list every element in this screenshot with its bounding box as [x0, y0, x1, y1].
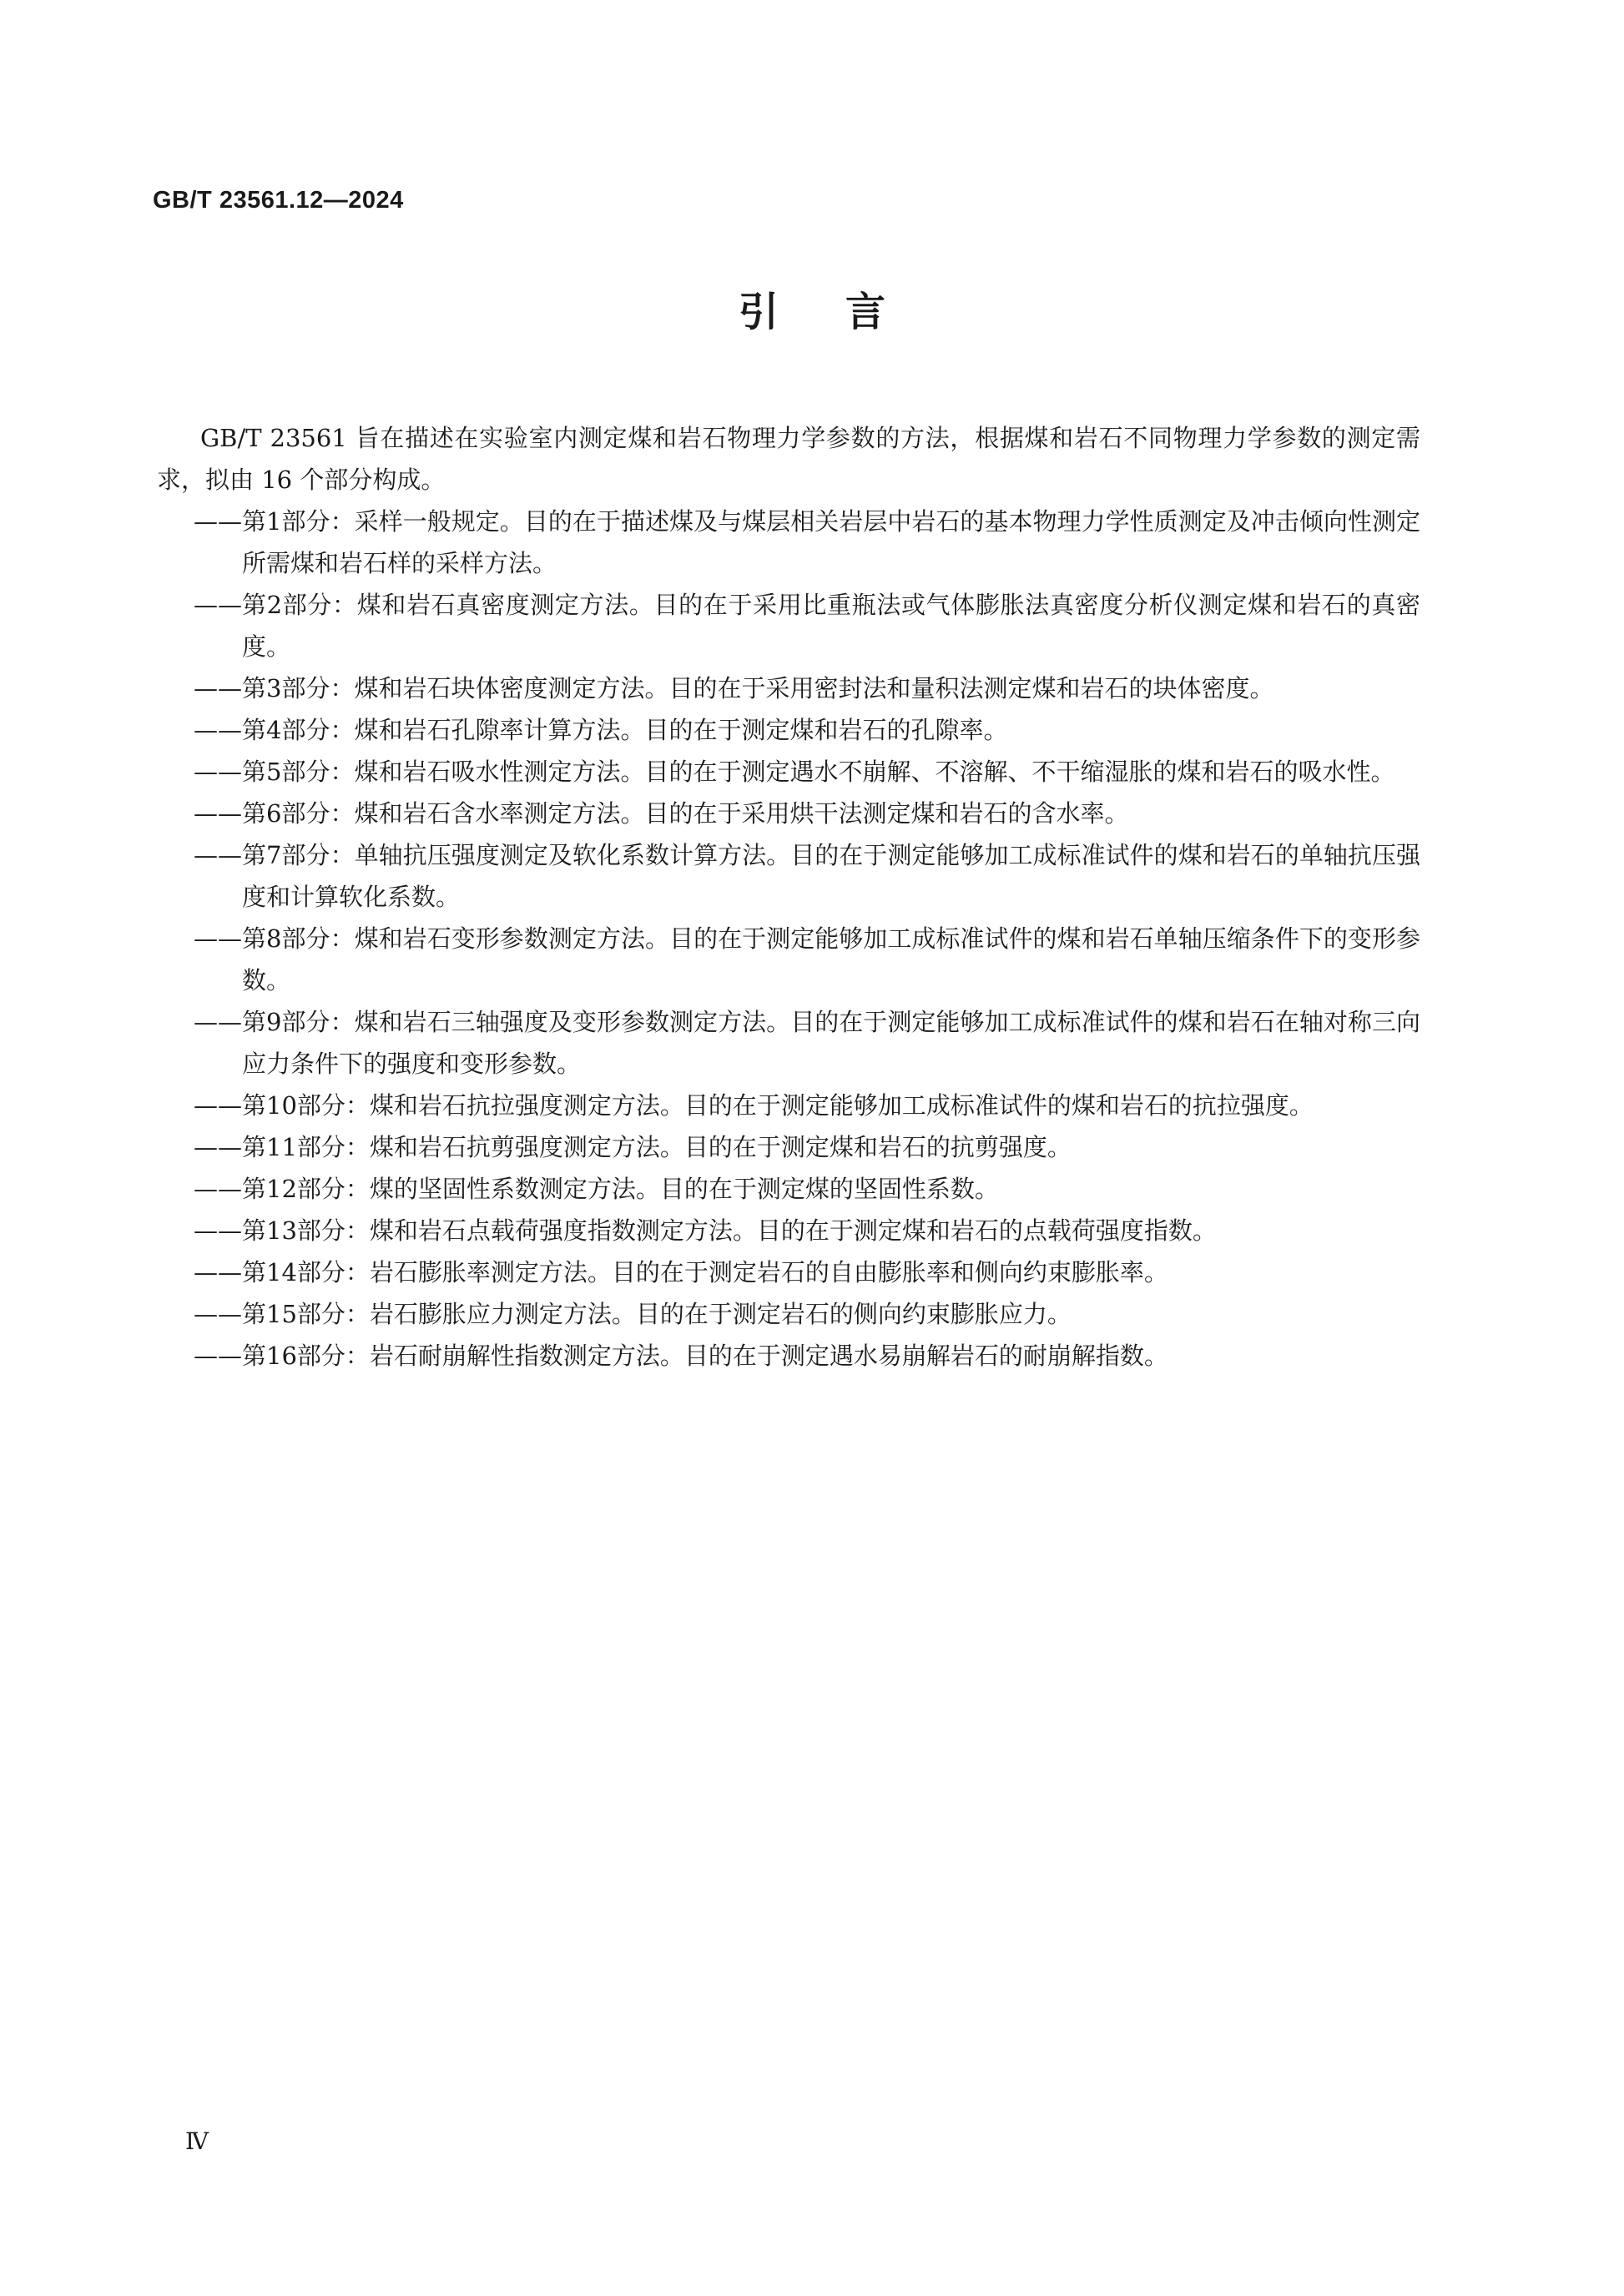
list-item-text: 第15部分：岩石膨胀应力测定方法。目的在于测定岩石的侧向约束膨胀应力。 [242, 1300, 1072, 1328]
document-body [157, 417, 1420, 1377]
list-item-text: 第6部分：煤和岩石含水率测定方法。目的在于采用烘干法测定煤和岩石的含水率。 [242, 799, 1129, 828]
page-number: Ⅳ [185, 2127, 209, 2155]
page-title: 引言 [738, 289, 952, 335]
list-item [194, 918, 1420, 1001]
list-item-text: 第8部分：煤和岩石变形参数测定方法。目的在于测定能够加工成标准试件的煤和岩石单轴压缩条件下的变形参数。 [242, 924, 1420, 994]
list-item-text: 第9部分：煤和岩石三轴强度及变形参数测定方法。目的在于测定能够加工成标准试件的煤和岩石在轴对称三向应力条件下的强度和变形参数。 [242, 1008, 1420, 1078]
list-dash: —— [194, 1008, 242, 1036]
list-item-text: 第16部分：岩石耐崩解性指数测定方法。目的在于测定遇水易崩解岩石的耐崩解指数。 [242, 1342, 1168, 1370]
list-dash: —— [194, 924, 242, 953]
list-item-text: 第5部分：煤和岩石吸水性测定方法。目的在于测定遇水不崩解、不溶解、不干缩湿胀的煤和岩石的吸水性。 [242, 758, 1395, 786]
list-dash: —— [194, 1300, 242, 1328]
list-dash: —— [194, 1258, 242, 1286]
list-dash: —— [194, 1216, 242, 1245]
list-item [194, 793, 1420, 834]
list-item-text: 第12部分：煤的坚固性系数测定方法。目的在于测定煤的坚固性系数。 [242, 1175, 999, 1203]
list-item [194, 1210, 1420, 1251]
list-dash: —— [194, 799, 242, 828]
list-dash: —— [194, 674, 242, 702]
list-item-text: 第11部分：煤和岩石抗剪强度测定方法。目的在于测定煤和岩石的抗剪强度。 [242, 1133, 1072, 1161]
list-item [194, 1001, 1420, 1085]
list-dash: —— [194, 1175, 242, 1203]
list-dash: —— [194, 507, 242, 536]
list-item [194, 709, 1420, 751]
list-item-text: 第14部分：岩石膨胀率测定方法。目的在于测定岩石的自由膨胀率和侧向约束膨胀率。 [242, 1258, 1168, 1286]
list-item [194, 1126, 1420, 1168]
list-dash: —— [194, 716, 242, 744]
list-item [194, 1251, 1420, 1293]
list-item [194, 584, 1420, 667]
list-item [194, 667, 1420, 709]
list-dash: —— [194, 758, 242, 786]
list-item-text: 第1部分：采样一般规定。目的在于描述煤及与煤层相关岩层中岩石的基本物理力学性质测定及冲击倾向性测定所需煤和岩石样的采样方法。 [242, 507, 1420, 577]
list-dash: —— [194, 1133, 242, 1161]
list-item [194, 501, 1420, 584]
list-item-text: 第13部分：煤和岩石点载荷强度指数测定方法。目的在于测定煤和岩石的点载荷强度指数。 [242, 1216, 1217, 1245]
list-dash: —— [194, 841, 242, 869]
list-item-text: 第3部分：煤和岩石块体密度测定方法。目的在于采用密封法和量积法测定煤和岩石的块体密度。 [242, 674, 1274, 702]
list-dash: —— [194, 1342, 242, 1370]
list-dash: —— [194, 1091, 242, 1120]
list-dash: —— [194, 591, 242, 619]
list-item [194, 1335, 1420, 1377]
list-item [194, 1168, 1420, 1210]
intro-paragraph: GB/T 23561 旨在描述在实验室内测定煤和岩石物理力学参数的方法，根据煤和岩石不同物理力学参数的测定需求，拟由 16 个部分构成。 [157, 424, 1420, 494]
list-item-text: 第4部分：煤和岩石孔隙率计算方法。目的在于测定煤和岩石的孔隙率。 [242, 716, 1008, 744]
list-item-text: 第2部分：煤和岩石真密度测定方法。目的在于采用比重瓶法或气体膨胀法真密度分析仪测定煤和岩石的真密度。 [242, 591, 1420, 661]
list-item [194, 1293, 1420, 1335]
list-item-text: 第10部分：煤和岩石抗拉强度测定方法。目的在于测定能够加工成标准试件的煤和岩石的抗拉强度。 [242, 1091, 1314, 1120]
parts-list [194, 501, 1420, 1377]
list-item [194, 751, 1420, 793]
list-item [194, 1085, 1420, 1126]
document-number: GB/T 23561.12—2024 [153, 187, 404, 214]
list-item-text: 第7部分：单轴抗压强度测定及软化系数计算方法。目的在于测定能够加工成标准试件的煤和岩石的单轴抗压强度和计算软化系数。 [242, 841, 1420, 911]
list-item [194, 834, 1420, 918]
